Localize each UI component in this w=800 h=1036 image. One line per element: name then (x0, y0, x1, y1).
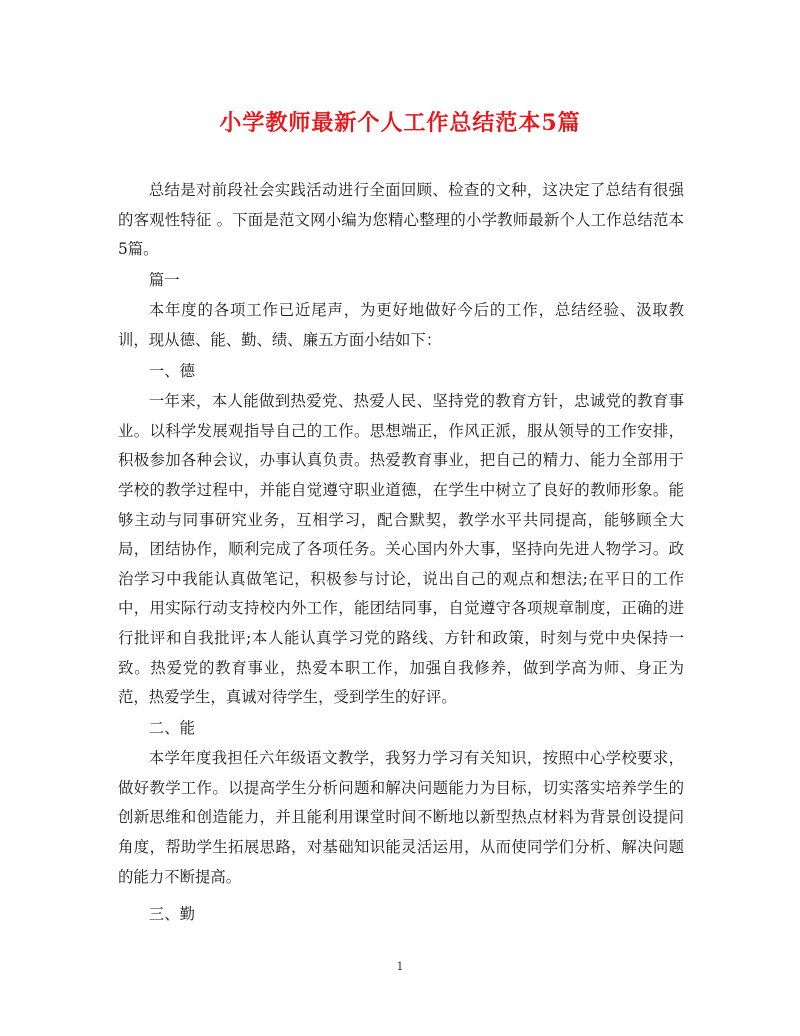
virtue-paragraph: 一年来，本人能做到热爱党、热爱人民、坚持党的教育方针，忠诚党的教育事业。以科学发展观指导自己的工作。思想端正，作风正派，服从领导的工作安排，积极参加各种会议，办事认真负责。热爱教育事业，把自己的精力、能力全部用于学校的教学过程中，并能自觉遵守职业道德，在学生中树立了良好的教师形象。能够主动与同事研究业务，互相学习，配合默契，教学水平共同提高，能够顾全大局，团结协作，顺利完成了各项任务。关心国内外大事，坚持向先进人物学习。政治学习中我能认真做笔记，积极参与讨论，说出自己的观点和想法;在平日的工作中，用实际行动支持校内外工作，能团结同事，自觉遵守各项规章制度，正确的进行批评和自我批评;本人能认真学习党的路线、方针和政策，时刻与党中央保持一致。热爱党的教育事业，热爱本职工作，加强自我修养，做到学高为师、身正为范，热爱学生，真诚对待学生，受到学生的好评。 (118, 392, 684, 707)
section-heading-diligence: 三、勤 (148, 905, 195, 924)
overview-paragraph: 本年度的各项工作已近尾声，为更好地做好今后的工作，总结经验、汲取教训，现从德、能、勤、绩、廉五方面小结如下： (118, 301, 684, 349)
intro-paragraph: 总结是对前段社会实践活动进行全面回顾、检查的文种，这决定了总结有很强的客观性特征 。下面是范文网小编为您精心整理的小学教师最新个人工作总结范本5篇。 (118, 181, 684, 259)
ability-paragraph: 本学年度我担任六年级语文教学，我努力学习有关知识，按照中心学校要求，做好教学工作。以提高学生分析问题和解决问题能力为目标，切实落实培养学生的创新思维和创造能力，并且能利用课堂时间不断地以新型热点材料为背景创设提问角度，帮助学生拓展思路，对基础知识能灵活运用，从而使同学们分析、解决问题的能力不断提高。 (118, 749, 684, 886)
section-heading-ability: 二、能 (148, 718, 195, 737)
document-title: 小学教师最新个人工作总结范本5篇 (219, 110, 581, 136)
section-heading-part-one: 篇一 (148, 270, 180, 289)
section-heading-virtue: 一、德 (148, 361, 195, 380)
document-body (118, 176, 684, 930)
page-number: 1 (396, 960, 404, 973)
